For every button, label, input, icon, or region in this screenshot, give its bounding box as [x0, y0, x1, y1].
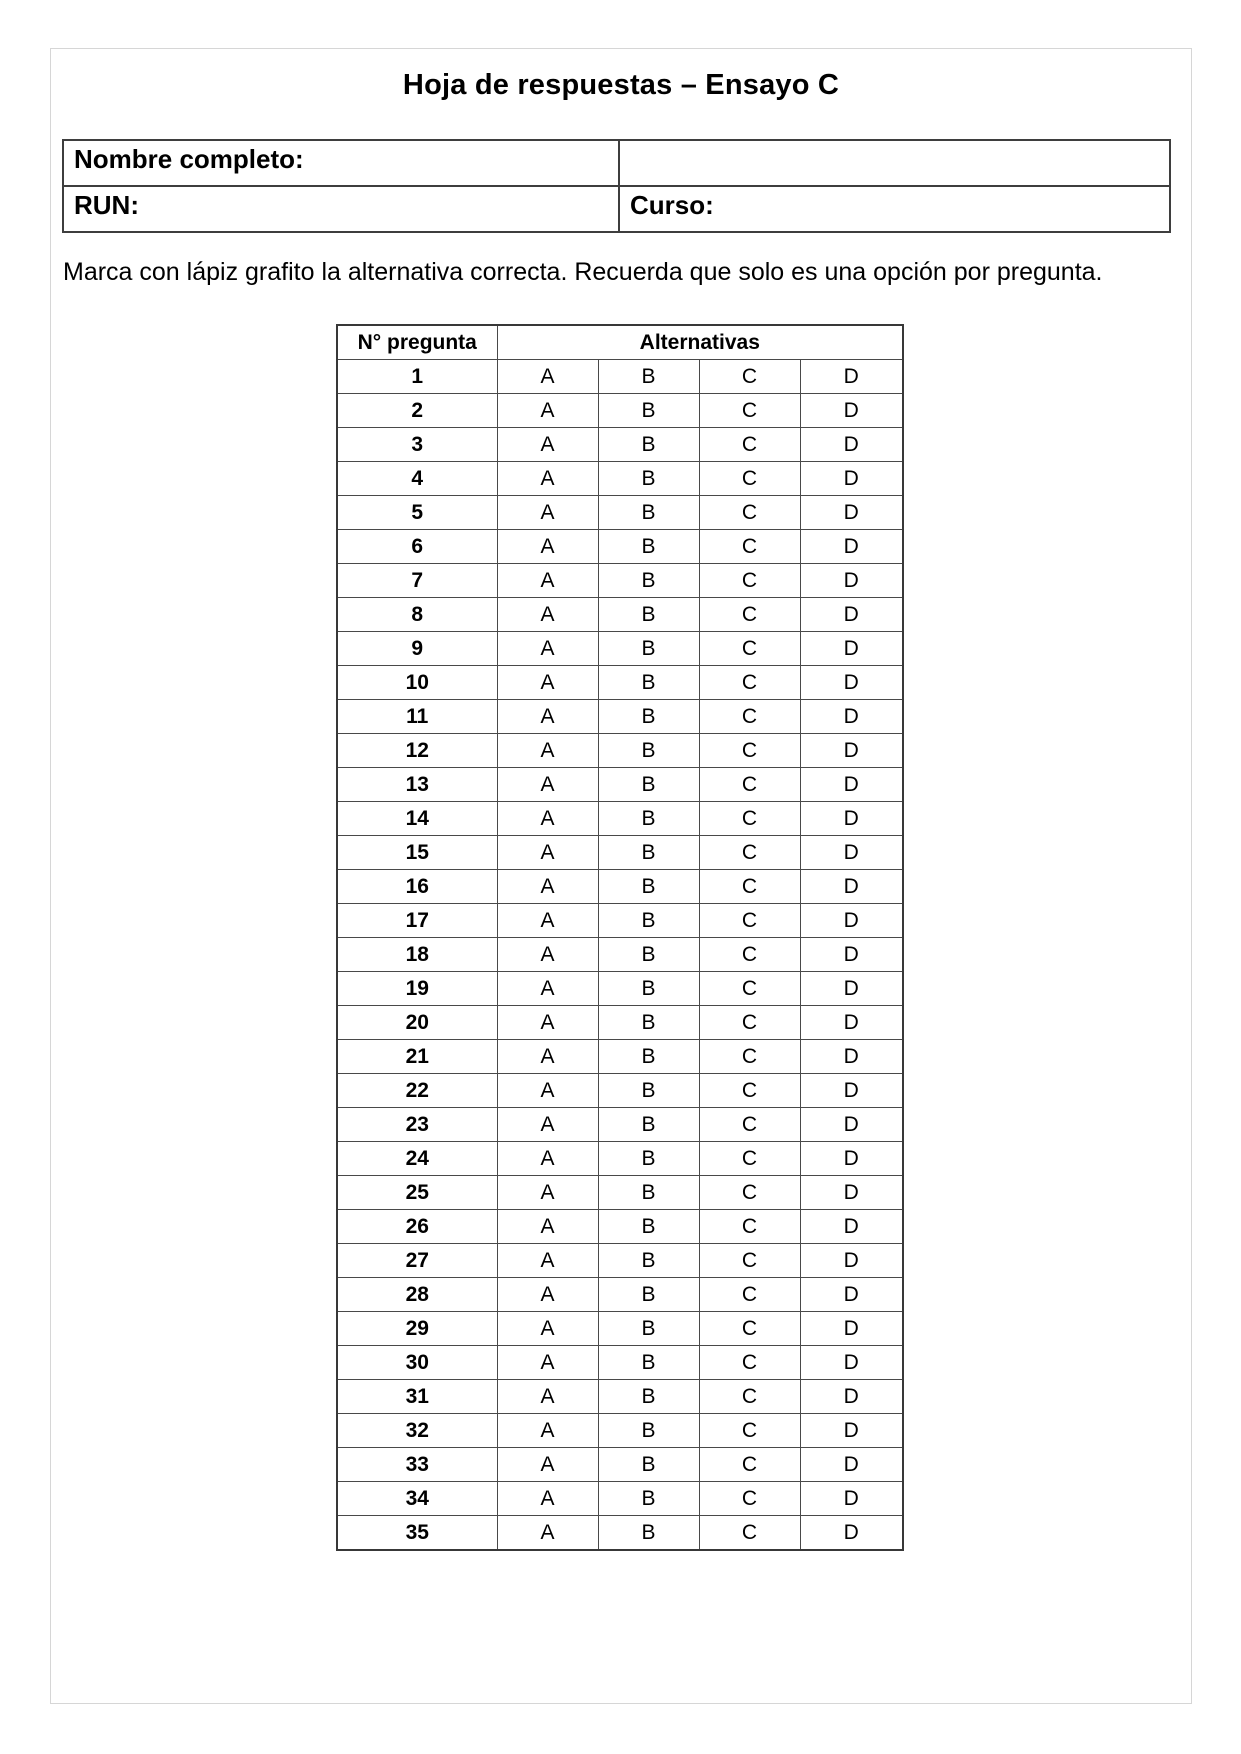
option-cell-a: A [497, 394, 598, 428]
answer-row-32 [337, 1414, 903, 1448]
option-cell-d: D [800, 632, 903, 666]
option-cell-b: B [598, 802, 699, 836]
option-cell-d: D [800, 1074, 903, 1108]
option-cell-a: A [497, 1142, 598, 1176]
option-cell-b: B [598, 938, 699, 972]
question-number: 34 [337, 1482, 497, 1516]
answer-row-3 [337, 428, 903, 462]
option-cell-b: B [598, 768, 699, 802]
question-number: 17 [337, 904, 497, 938]
option-cell-d: D [800, 938, 903, 972]
option-cell-d: D [800, 564, 903, 598]
option-cell-a: A [497, 598, 598, 632]
option-cell-a: A [497, 1346, 598, 1380]
option-cell-c: C [699, 496, 800, 530]
option-cell-b: B [598, 1346, 699, 1380]
option-cell-b: B [598, 1448, 699, 1482]
question-number: 2 [337, 394, 497, 428]
option-cell-d: D [800, 462, 903, 496]
question-number: 35 [337, 1516, 497, 1551]
option-cell-c: C [699, 530, 800, 564]
option-cell-c: C [699, 394, 800, 428]
question-number: 32 [337, 1414, 497, 1448]
answer-row-13 [337, 768, 903, 802]
option-cell-b: B [598, 666, 699, 700]
page-title: Hoja de respuestas – Ensayo C [402, 69, 840, 101]
option-cell-d: D [800, 972, 903, 1006]
option-cell-a: A [497, 1278, 598, 1312]
answer-row-24 [337, 1142, 903, 1176]
answer-row-1 [337, 360, 903, 394]
option-cell-a: A [497, 836, 598, 870]
option-cell-c: C [699, 1312, 800, 1346]
option-cell-a: A [497, 1448, 598, 1482]
name-label-cell: Nombre completo: [63, 140, 619, 186]
option-cell-b: B [598, 564, 699, 598]
option-cell-b: B [598, 598, 699, 632]
option-cell-a: A [497, 938, 598, 972]
option-cell-d: D [800, 1448, 903, 1482]
question-number-header: N° pregunta [337, 325, 497, 360]
question-number: 15 [337, 836, 497, 870]
question-number: 5 [337, 496, 497, 530]
option-cell-a: A [497, 1074, 598, 1108]
option-cell-c: C [699, 1040, 800, 1074]
student-info-table [62, 139, 1171, 233]
option-cell-b: B [598, 496, 699, 530]
option-cell-a: A [497, 1244, 598, 1278]
question-number: 29 [337, 1312, 497, 1346]
option-cell-a: A [497, 734, 598, 768]
option-cell-b: B [598, 1142, 699, 1176]
option-cell-b: B [598, 1414, 699, 1448]
option-cell-a: A [497, 700, 598, 734]
option-cell-c: C [699, 1448, 800, 1482]
question-number: 31 [337, 1380, 497, 1414]
question-number: 26 [337, 1210, 497, 1244]
option-cell-c: C [699, 700, 800, 734]
option-cell-b: B [598, 734, 699, 768]
option-cell-c: C [699, 1278, 800, 1312]
option-cell-c: C [699, 1074, 800, 1108]
option-cell-c: C [699, 938, 800, 972]
option-cell-b: B [598, 1210, 699, 1244]
option-cell-c: C [699, 870, 800, 904]
option-cell-a: A [497, 428, 598, 462]
option-cell-d: D [800, 768, 903, 802]
answer-row-17 [337, 904, 903, 938]
option-cell-d: D [800, 1346, 903, 1380]
option-cell-a: A [497, 1414, 598, 1448]
option-cell-c: C [699, 632, 800, 666]
question-number: 7 [337, 564, 497, 598]
answer-table-body [337, 360, 903, 1551]
option-cell-d: D [800, 530, 903, 564]
option-cell-a: A [497, 530, 598, 564]
option-cell-b: B [598, 1380, 699, 1414]
option-cell-a: A [497, 1482, 598, 1516]
answer-row-10 [337, 666, 903, 700]
option-cell-d: D [800, 1312, 903, 1346]
option-cell-d: D [800, 598, 903, 632]
option-cell-d: D [800, 1414, 903, 1448]
option-cell-c: C [699, 802, 800, 836]
option-cell-a: A [497, 462, 598, 496]
option-cell-c: C [699, 1380, 800, 1414]
option-cell-a: A [497, 1108, 598, 1142]
option-cell-b: B [598, 1244, 699, 1278]
answer-row-18 [337, 938, 903, 972]
option-cell-a: A [497, 904, 598, 938]
answer-row-22 [337, 1074, 903, 1108]
option-cell-d: D [800, 1108, 903, 1142]
option-cell-a: A [497, 1312, 598, 1346]
option-cell-b: B [598, 972, 699, 1006]
option-cell-b: B [598, 1278, 699, 1312]
question-number: 19 [337, 972, 497, 1006]
option-cell-b: B [598, 530, 699, 564]
option-cell-b: B [598, 870, 699, 904]
question-number: 6 [337, 530, 497, 564]
option-cell-d: D [800, 904, 903, 938]
option-cell-a: A [497, 972, 598, 1006]
answer-row-11 [337, 700, 903, 734]
question-number: 9 [337, 632, 497, 666]
option-cell-c: C [699, 1108, 800, 1142]
question-number: 14 [337, 802, 497, 836]
option-cell-d: D [800, 1142, 903, 1176]
answer-row-27 [337, 1244, 903, 1278]
answer-row-9 [337, 632, 903, 666]
question-number: 4 [337, 462, 497, 496]
question-number: 13 [337, 768, 497, 802]
question-number: 11 [337, 700, 497, 734]
option-cell-b: B [598, 394, 699, 428]
option-cell-c: C [699, 768, 800, 802]
question-number: 20 [337, 1006, 497, 1040]
option-cell-a: A [497, 632, 598, 666]
question-number: 30 [337, 1346, 497, 1380]
option-cell-d: D [800, 1210, 903, 1244]
option-cell-b: B [598, 904, 699, 938]
option-cell-c: C [699, 1210, 800, 1244]
option-cell-c: C [699, 564, 800, 598]
option-cell-c: C [699, 1142, 800, 1176]
question-number: 24 [337, 1142, 497, 1176]
option-cell-d: D [800, 1482, 903, 1516]
option-cell-c: C [699, 1006, 800, 1040]
question-number: 23 [337, 1108, 497, 1142]
option-cell-d: D [800, 700, 903, 734]
option-cell-a: A [497, 564, 598, 598]
option-cell-a: A [497, 1210, 598, 1244]
option-cell-c: C [699, 1244, 800, 1278]
question-number: 10 [337, 666, 497, 700]
option-cell-c: C [699, 1414, 800, 1448]
option-cell-b: B [598, 1482, 699, 1516]
question-number: 12 [337, 734, 497, 768]
option-cell-b: B [598, 836, 699, 870]
answer-row-19 [337, 972, 903, 1006]
option-cell-a: A [497, 1006, 598, 1040]
option-cell-c: C [699, 972, 800, 1006]
answer-row-14 [337, 802, 903, 836]
question-number: 16 [337, 870, 497, 904]
option-cell-c: C [699, 904, 800, 938]
question-number: 21 [337, 1040, 497, 1074]
option-cell-c: C [699, 598, 800, 632]
option-cell-d: D [800, 394, 903, 428]
answer-row-30 [337, 1346, 903, 1380]
option-cell-a: A [497, 360, 598, 394]
answer-row-8 [337, 598, 903, 632]
option-cell-d: D [800, 1040, 903, 1074]
option-cell-d: D [800, 1516, 903, 1551]
option-cell-b: B [598, 632, 699, 666]
option-cell-d: D [800, 1176, 903, 1210]
option-cell-a: A [497, 496, 598, 530]
option-cell-c: C [699, 666, 800, 700]
answer-row-2 [337, 394, 903, 428]
answer-row-12 [337, 734, 903, 768]
info-row-name [63, 140, 1170, 186]
question-number: 25 [337, 1176, 497, 1210]
answer-row-28 [337, 1278, 903, 1312]
question-number: 3 [337, 428, 497, 462]
option-cell-d: D [800, 1278, 903, 1312]
option-cell-a: A [497, 666, 598, 700]
answer-row-25 [337, 1176, 903, 1210]
option-cell-d: D [800, 428, 903, 462]
option-cell-c: C [699, 734, 800, 768]
answer-row-34 [337, 1482, 903, 1516]
option-cell-b: B [598, 1176, 699, 1210]
option-cell-c: C [699, 1482, 800, 1516]
question-number: 1 [337, 360, 497, 394]
option-cell-c: C [699, 462, 800, 496]
option-cell-c: C [699, 360, 800, 394]
option-cell-a: A [497, 870, 598, 904]
option-cell-b: B [598, 1516, 699, 1551]
answer-row-4 [337, 462, 903, 496]
answer-row-26 [337, 1210, 903, 1244]
option-cell-d: D [800, 360, 903, 394]
option-cell-b: B [598, 1108, 699, 1142]
option-cell-a: A [497, 768, 598, 802]
option-cell-b: B [598, 462, 699, 496]
option-cell-b: B [598, 428, 699, 462]
option-cell-d: D [800, 1006, 903, 1040]
option-cell-b: B [598, 700, 699, 734]
option-cell-a: A [497, 1516, 598, 1551]
question-number: 8 [337, 598, 497, 632]
question-number: 28 [337, 1278, 497, 1312]
answer-row-6 [337, 530, 903, 564]
option-cell-d: D [800, 496, 903, 530]
answer-row-5 [337, 496, 903, 530]
run-label-cell: RUN: [63, 186, 619, 232]
option-cell-c: C [699, 1176, 800, 1210]
question-number: 22 [337, 1074, 497, 1108]
option-cell-b: B [598, 1006, 699, 1040]
option-cell-c: C [699, 1516, 800, 1551]
option-cell-c: C [699, 1346, 800, 1380]
option-cell-b: B [598, 1312, 699, 1346]
question-number: 33 [337, 1448, 497, 1482]
option-cell-d: D [800, 802, 903, 836]
option-cell-b: B [598, 1040, 699, 1074]
answer-row-7 [337, 564, 903, 598]
option-cell-d: D [800, 734, 903, 768]
curso-label-cell: Curso: [619, 186, 1170, 232]
answer-table-header-row [337, 325, 903, 360]
option-cell-c: C [699, 836, 800, 870]
option-cell-d: D [800, 870, 903, 904]
answer-row-16 [337, 870, 903, 904]
info-row-run-curso [63, 186, 1170, 232]
alternatives-header: Alternativas [497, 325, 903, 360]
name-value-cell [619, 140, 1170, 186]
option-cell-c: C [699, 428, 800, 462]
option-cell-a: A [497, 1040, 598, 1074]
option-cell-a: A [497, 1176, 598, 1210]
answer-row-20 [337, 1006, 903, 1040]
option-cell-b: B [598, 1074, 699, 1108]
option-cell-d: D [800, 1244, 903, 1278]
instruction-text: Marca con lápiz grafito la alternativa correcta. Recuerda que solo es una opción por pregunta. [63, 258, 1103, 286]
answer-row-33 [337, 1448, 903, 1482]
question-number: 27 [337, 1244, 497, 1278]
answer-row-31 [337, 1380, 903, 1414]
option-cell-a: A [497, 1380, 598, 1414]
answer-row-21 [337, 1040, 903, 1074]
option-cell-d: D [800, 1380, 903, 1414]
answer-row-15 [337, 836, 903, 870]
option-cell-d: D [800, 836, 903, 870]
answer-row-35 [337, 1516, 903, 1551]
option-cell-a: A [497, 802, 598, 836]
answer-table [336, 324, 904, 1551]
option-cell-b: B [598, 360, 699, 394]
option-cell-d: D [800, 666, 903, 700]
question-number: 18 [337, 938, 497, 972]
answer-row-29 [337, 1312, 903, 1346]
answer-row-23 [337, 1108, 903, 1142]
